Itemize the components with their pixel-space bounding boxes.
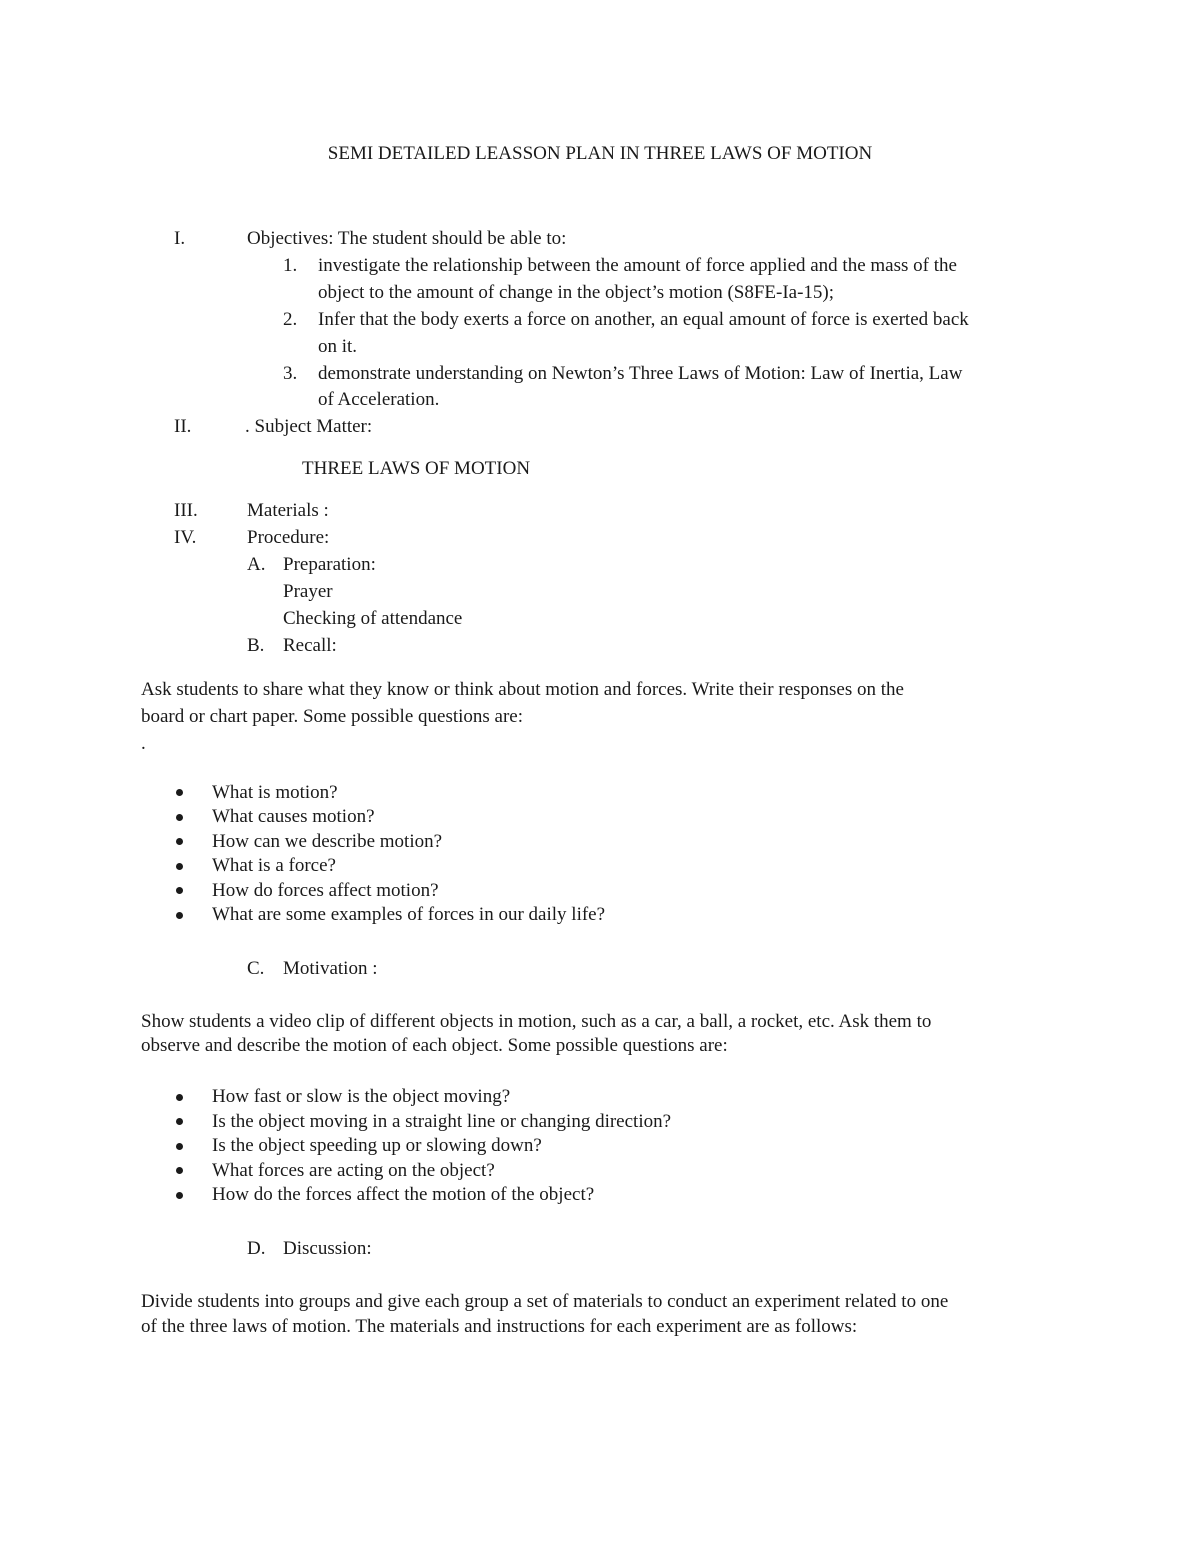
procedure-letter-d: D. (247, 1238, 266, 1259)
bullet-icon (176, 887, 183, 894)
bullet-icon (176, 1118, 183, 1125)
list-item: How do forces affect motion? (212, 880, 439, 901)
list-item: What forces are acting on the object? (212, 1160, 495, 1181)
section-numeral-iii: III. (174, 500, 198, 521)
preparation-item: Checking of attendance (283, 608, 463, 629)
document-title: SEMI DETAILED LEASSON PLAN IN THREE LAWS OF MOTION (327, 143, 873, 164)
procedure-letter-c: C. (247, 958, 265, 979)
list-item: How can we describe motion? (212, 831, 443, 852)
subject-matter-heading: . Subject Matter: (245, 416, 373, 437)
section-numeral-iv: IV. (174, 527, 197, 548)
objectives-heading: Objectives: The student should be able to: (247, 228, 567, 249)
discussion-paragraph-line: of the three laws of motion. The materials and instructions for each experiment are as follows: (141, 1316, 858, 1337)
bullet-icon (176, 838, 183, 845)
list-item: What is a force? (212, 855, 336, 876)
motivation-paragraph-line: observe and describe the motion of each object. Some possible questions are: (141, 1035, 728, 1056)
recall-paragraph-line: Ask students to share what they know or think about motion and forces. Write their responses on the (141, 679, 904, 700)
list-item: What are some examples of forces in our daily life? (212, 904, 606, 925)
objective-text-continued: of Acceleration. (318, 389, 440, 410)
stray-period: . (141, 733, 146, 754)
procedure-letter-b: B. (247, 635, 265, 656)
motivation-paragraph-line: Show students a video clip of different objects in motion, such as a car, a ball, a rocket, etc. Ask them to (141, 1011, 932, 1032)
list-item: Is the object speeding up or slowing down? (212, 1135, 542, 1156)
list-item: How do the forces affect the motion of the object? (212, 1184, 595, 1205)
procedure-heading: Procedure: (247, 527, 330, 548)
recall-paragraph-line: board or chart paper. Some possible questions are: (141, 706, 524, 727)
objective-text: Infer that the body exerts a force on another, an equal amount of force is exerted back (318, 309, 969, 330)
section-numeral-ii: II. (174, 416, 192, 437)
objective-number: 1. (283, 255, 298, 276)
objective-text: investigate the relationship between the amount of force applied and the mass of the (318, 255, 957, 276)
bullet-icon (176, 789, 183, 796)
bullet-icon (176, 1094, 183, 1101)
list-item: Is the object moving in a straight line or changing direction? (212, 1111, 672, 1132)
objective-number: 3. (283, 363, 298, 384)
list-item: What causes motion? (212, 806, 375, 827)
objective-text-continued: object to the amount of change in the object’s motion (S8FE-Ia-15); (318, 282, 835, 303)
preparation-label: Preparation: (283, 554, 376, 575)
list-item: How fast or slow is the object moving? (212, 1086, 511, 1107)
bullet-icon (176, 814, 183, 821)
bullet-icon (176, 863, 183, 870)
motivation-label: Motivation : (283, 958, 378, 979)
objective-text-continued: on it. (318, 336, 358, 357)
discussion-paragraph-line: Divide students into groups and give each group a set of materials to conduct an experiment related to one (141, 1291, 949, 1312)
bullet-icon (176, 912, 183, 919)
bullet-icon (176, 1143, 183, 1150)
materials-heading: Materials : (247, 500, 329, 521)
preparation-item: Prayer (283, 581, 333, 602)
objective-text: demonstrate understanding on Newton’s Three Laws of Motion: Law of Inertia, Law (318, 363, 963, 384)
bullet-icon (176, 1192, 183, 1199)
section-numeral-i: I. (174, 228, 186, 249)
recall-label: Recall: (283, 635, 337, 656)
discussion-label: Discussion: (283, 1238, 372, 1259)
subject-matter-title: THREE LAWS OF MOTION (302, 458, 531, 479)
bullet-icon (176, 1167, 183, 1174)
list-item: What is motion? (212, 782, 338, 803)
procedure-letter-a: A. (247, 554, 266, 575)
objective-number: 2. (283, 309, 298, 330)
